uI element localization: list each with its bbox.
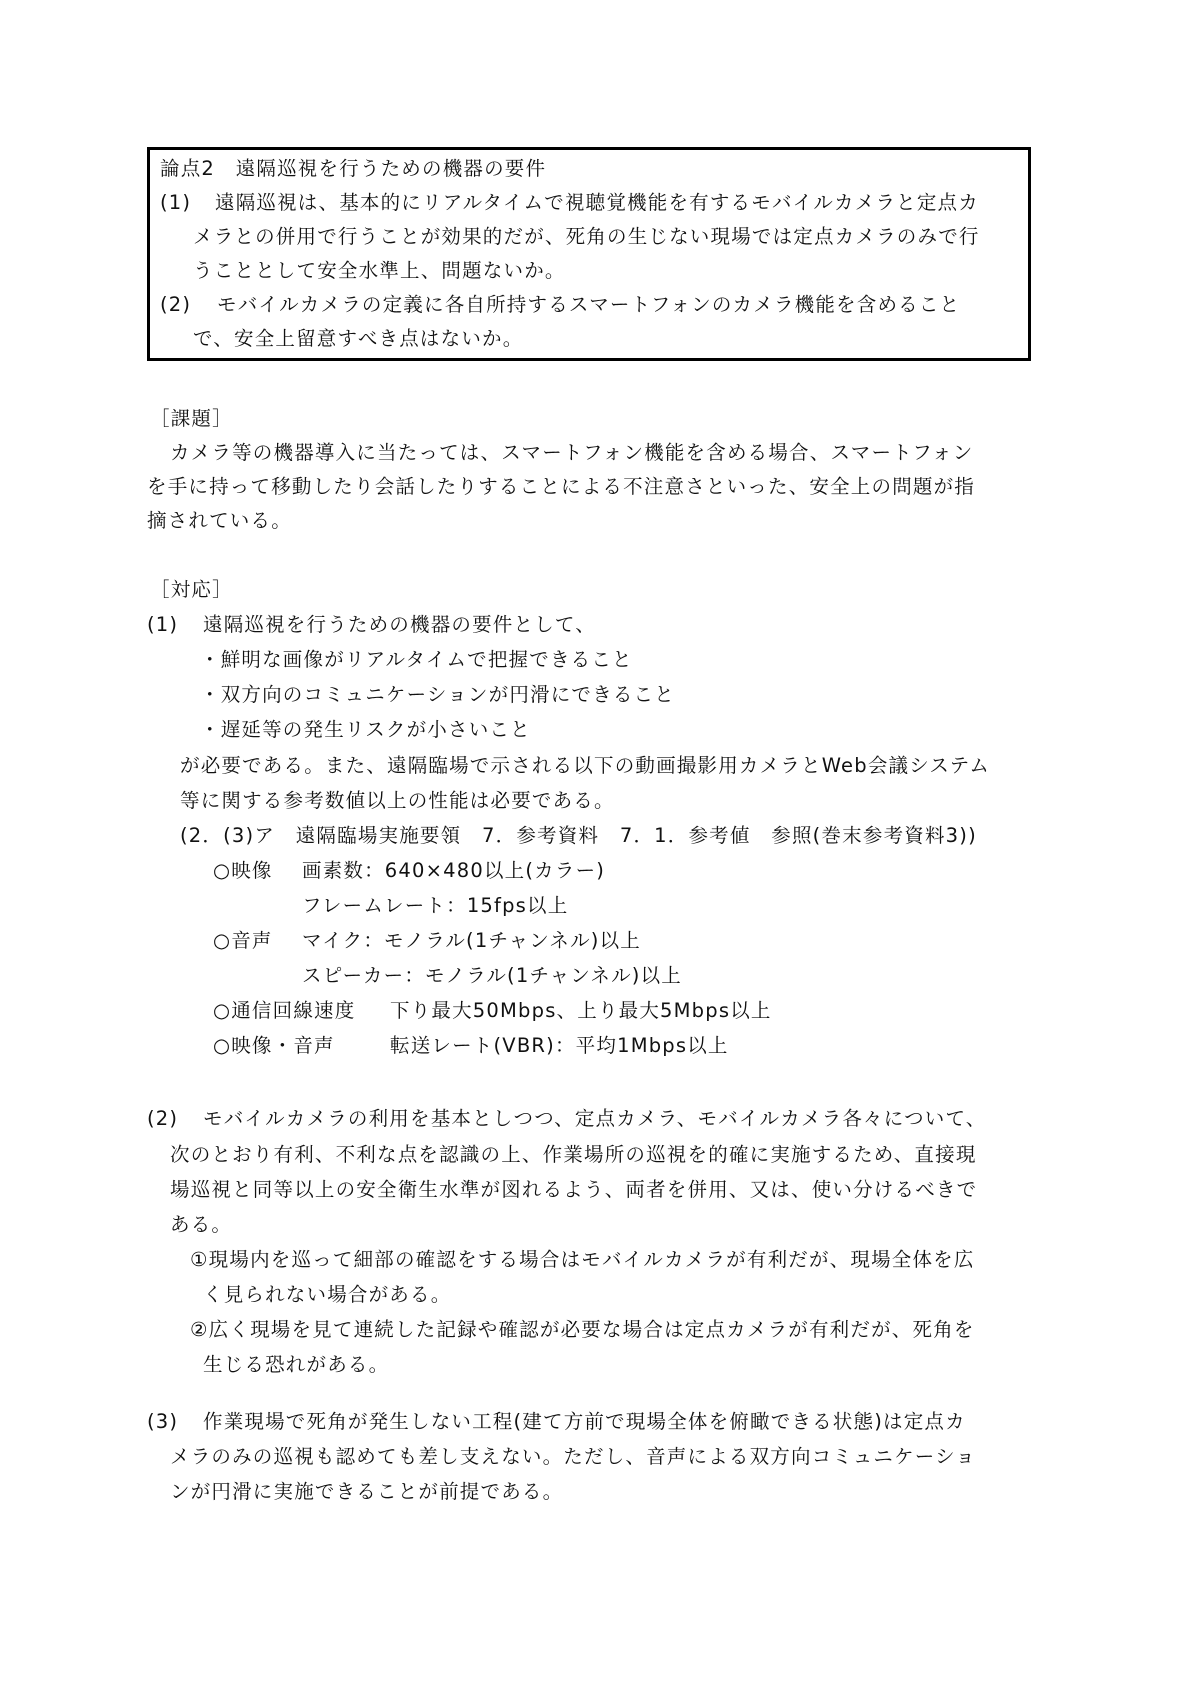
response-heading: ［対応］	[150, 578, 233, 601]
issue-item2-line: で、安全上留意すべき点はないか。	[193, 327, 524, 350]
response-p1-intro: 遠隔巡視を行うための機器の要件として、	[203, 613, 596, 636]
challenge-line: カメラ等の機器導入に当たっては、スマートフォン機能を含める場合、スマートフォン	[170, 441, 974, 464]
spec-label-video: ○映像	[213, 859, 273, 882]
response-p3-line: メラのみの巡視も認めても差し支えない。ただし、音声による双方向コミュニケーショ	[170, 1445, 977, 1468]
response-p2-line: 次のとおり有利、不利な点を認識の上、作業場所の巡視を的確に実施するため、直接現	[170, 1143, 977, 1166]
response-p2-line: 場巡視と同等以上の安全衛生水準が図れるよう、両者を併用、又は、使い分けるべきで	[170, 1178, 978, 1201]
response-p2-line: ある。	[170, 1213, 233, 1236]
response-p3-num: (3)	[147, 1410, 179, 1433]
point-item: ②広く現場を見て連続した記録や確認が必要な場合は定点カメラが有利だが、死角を	[190, 1318, 975, 1341]
reference-note: (2．(3)ア 遠隔臨場実施要領 7．参考資料 7．1．参考値 参照(巻末参考資料3))	[180, 824, 977, 847]
issue-item2-num: (2)	[160, 293, 192, 316]
challenge-heading: ［課題］	[150, 407, 233, 430]
spec-value: フレームレート：15fps以上	[302, 894, 569, 917]
response-p2-num: (2)	[147, 1107, 179, 1130]
spec-label-network: ○通信回線速度	[213, 999, 356, 1022]
spec-value: 下り最大50Mbps、上り最大5Mbps以上	[390, 999, 772, 1022]
spec-value: スピーカー：モノラル(1チャンネル)以上	[302, 964, 683, 987]
spec-value: マイク：モノラル(1チャンネル)以上	[302, 929, 641, 952]
issue-item1-line: メラとの併用で行うことが効果的だが、死角の生じない現場では定点カメラのみで行	[193, 225, 980, 248]
response-p3-line: 作業現場で死角が発生しない工程(建て方前で現場全体を俯瞰できる状態)は定点カ	[203, 1410, 966, 1433]
issue-item2-line: モバイルカメラの定義に各自所持するスマートフォンのカメラ機能を含めること	[217, 293, 961, 316]
issue-item1-line: うこととして安全水準上、問題ないか。	[193, 259, 566, 282]
response-p1-num: (1)	[147, 613, 179, 636]
spec-value: 画素数：640×480以上(カラー)	[302, 859, 606, 882]
challenge-line: 摘されている。	[147, 509, 292, 532]
point-item: 生じる恐れがある。	[203, 1353, 390, 1376]
challenge-line: を手に持って移動したり会話したりすることによる不注意さといった、安全上の問題が指	[147, 475, 976, 498]
response-p3-line: ンが円滑に実施できることが前提である。	[170, 1480, 564, 1503]
spec-label-audio: ○音声	[213, 929, 273, 952]
response-p1-after: が必要である。また、遠隔臨場で示される以下の動画撮影用カメラとWeb会議システム	[180, 754, 991, 777]
requirement-bullet: ・双方向のコミュニケーションが円滑にできること	[200, 683, 675, 706]
requirement-bullet: ・鮮明な画像がリアルタイムで把握できること	[200, 648, 633, 671]
response-p1-after: 等に関する参考数値以上の性能は必要である。	[180, 789, 615, 812]
point-item: く見られない場合がある。	[203, 1283, 452, 1306]
spec-label-av: ○映像・音声	[213, 1034, 335, 1057]
issue-item1-num: (1)	[160, 191, 192, 214]
spec-value: 転送レート(VBR)：平均1Mbps以上	[390, 1034, 729, 1057]
response-p2-line: モバイルカメラの利用を基本としつつ、定点カメラ、モバイルカメラ各々について、	[203, 1107, 987, 1130]
issue-title: 論点2 遠隔巡視を行うための機器の要件	[160, 157, 547, 180]
requirement-bullet: ・遅延等の発生リスクが小さいこと	[200, 718, 531, 741]
point-item: ①現場内を巡って細部の確認をする場合はモバイルカメラが有利だが、現場全体を広	[190, 1248, 975, 1271]
issue-item1-line: 遠隔巡視は、基本的にリアルタイムで視聴覚機能を有するモバイルカメラと定点カ	[215, 191, 979, 214]
